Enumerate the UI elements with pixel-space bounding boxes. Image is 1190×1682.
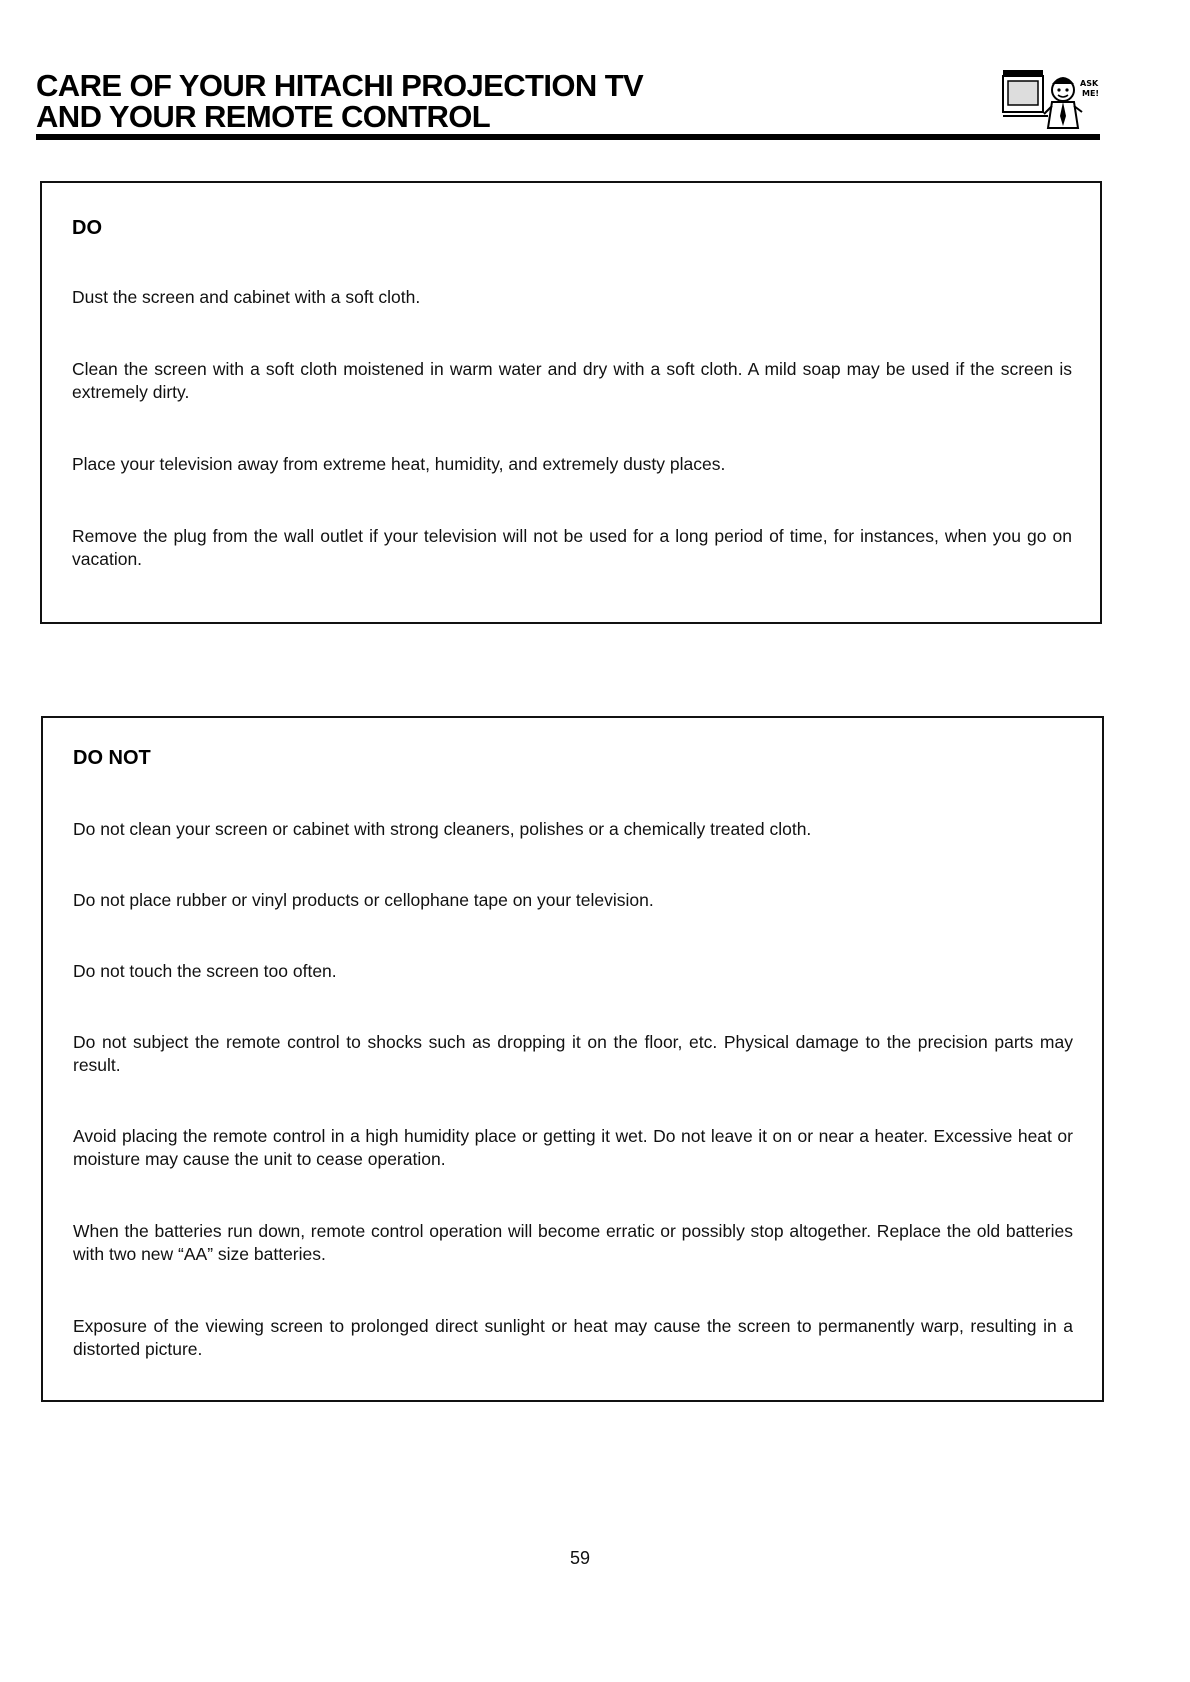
do-not-section xyxy=(41,716,1104,1402)
do-not-item: Exposure of the viewing screen to prolonged direct sunlight or heat may cause the screen to permanently warp, resulting in a distorted picture. xyxy=(73,1316,1073,1359)
do-heading: DO xyxy=(72,217,102,239)
svg-text:ASK: ASK xyxy=(1080,79,1099,88)
page-header xyxy=(36,70,1100,132)
do-not-item: Do not touch the screen too often. xyxy=(73,961,337,981)
do-not-item: Avoid placing the remote control in a high humidity place or getting it wet. Do not leave it on or near a heater. Excessive heat or moisture may cause the unit to cease operation. xyxy=(73,1126,1073,1169)
do-not-item: Do not place rubber or vinyl products or cellophane tape on your television. xyxy=(73,890,654,910)
page-title-line-2: AND YOUR REMOTE CONTROL xyxy=(36,99,491,134)
do-item: Place your television away from extreme heat, humidity, and extremely dusty places. xyxy=(72,454,726,474)
header-rule xyxy=(36,134,1100,140)
svg-text:ME!: ME! xyxy=(1082,89,1100,98)
do-section xyxy=(40,181,1102,624)
do-not-item: When the batteries run down, remote control operation will become erratic or possibly stop altogether. Replace the old batteries with two new “AA” size batteries. xyxy=(73,1221,1073,1264)
do-item: Dust the screen and cabinet with a soft cloth. xyxy=(72,287,421,307)
do-not-heading: DO NOT xyxy=(73,747,151,769)
do-item: Clean the screen with a soft cloth moistened in warm water and dry with a soft cloth. A mild soap may be used if the screen is extremely dirty. xyxy=(72,359,1072,402)
do-item: Remove the plug from the wall outlet if your television will not be used for a long period of time, for instances, when you go on vacation. xyxy=(72,526,1072,569)
page-title-line-1: CARE OF YOUR HITACHI PROJECTION TV xyxy=(36,68,644,103)
page-number: 59 xyxy=(569,1548,591,1568)
ask-me-mascot-icon xyxy=(1000,66,1100,134)
do-not-item: Do not clean your screen or cabinet with strong cleaners, polishes or a chemically treated cloth. xyxy=(73,819,812,839)
do-not-item: Do not subject the remote control to shocks such as dropping it on the floor, etc. Physical damage to the precision parts may result. xyxy=(73,1032,1073,1075)
